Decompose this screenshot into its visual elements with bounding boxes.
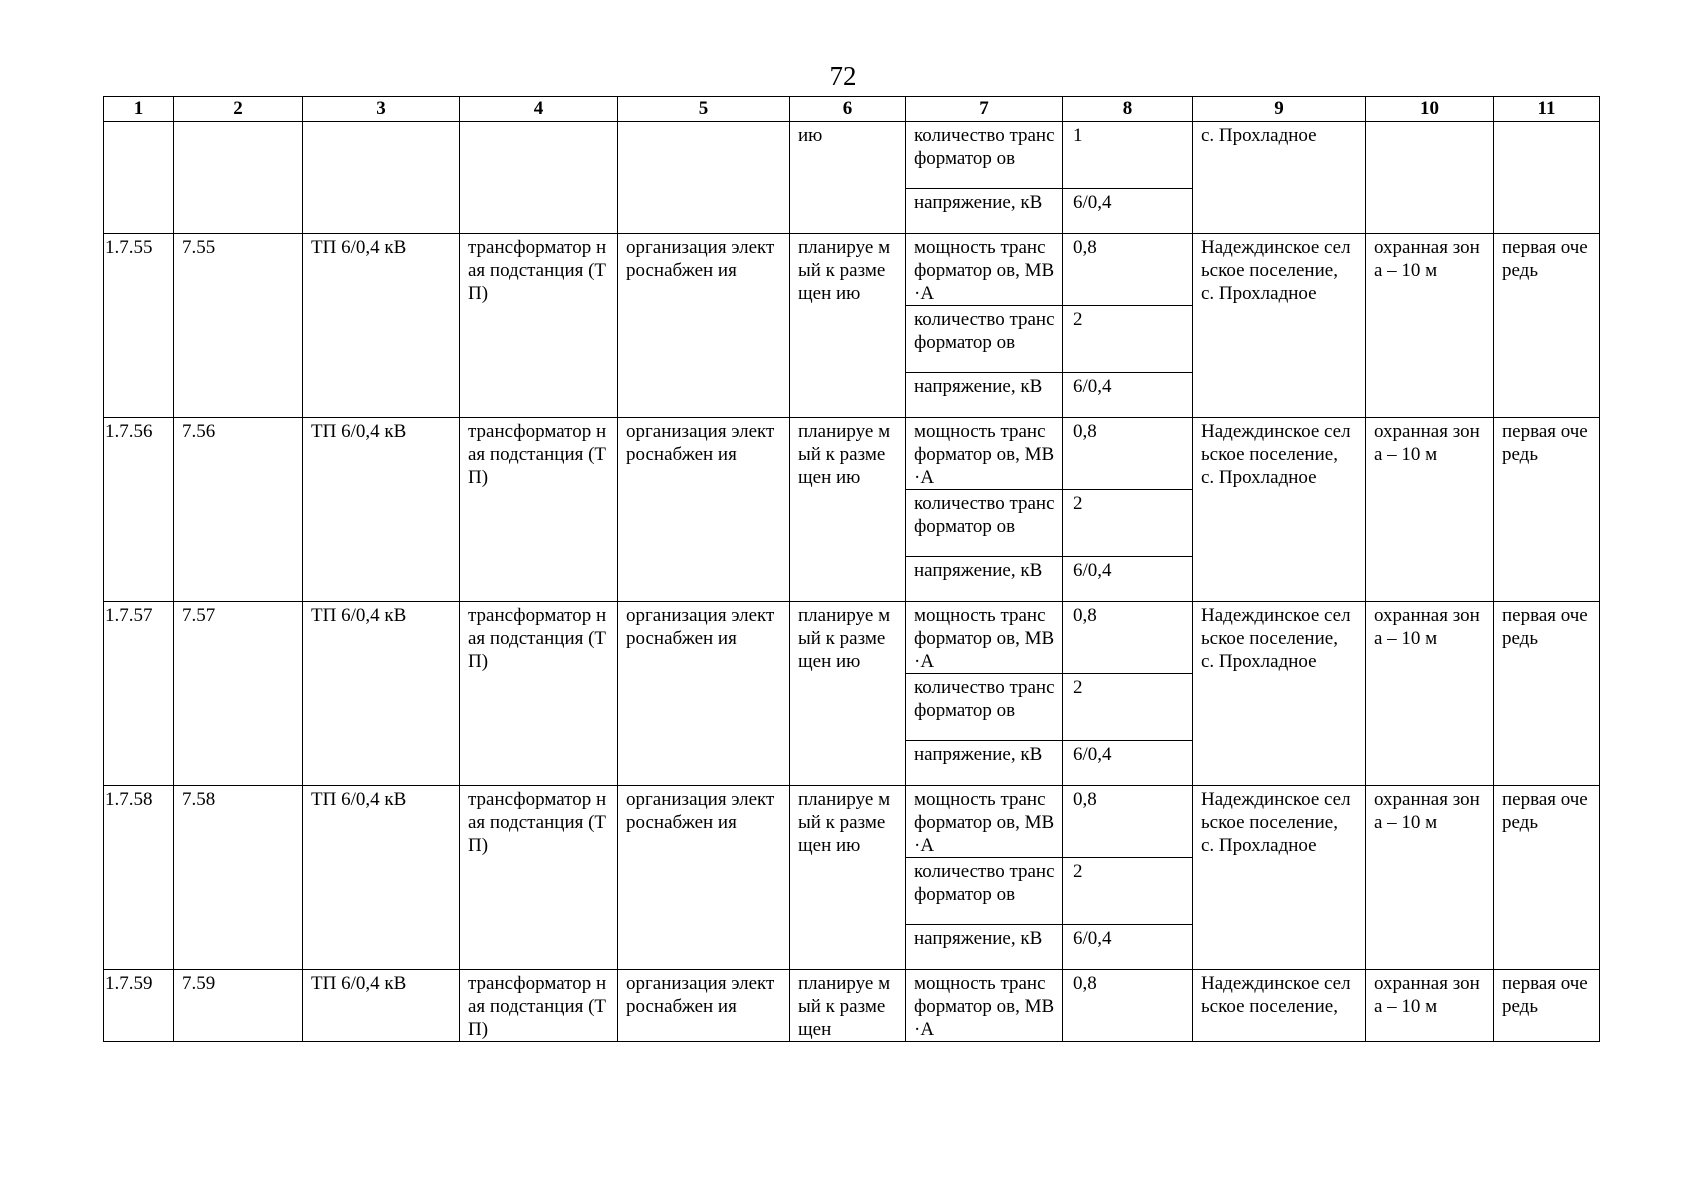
param-value: 0,8 <box>1063 970 1193 1042</box>
table-row <box>104 786 1600 858</box>
param-value: 2 <box>1063 858 1193 925</box>
location-cell: Надеждинское сельское поселение, <box>1193 970 1366 1042</box>
object-type: трансформатор ная подстанция (ТП) <box>460 970 618 1042</box>
param-value: 6/0,4 <box>1063 189 1193 234</box>
row-number: 1.7.57 <box>104 602 174 786</box>
param-label: мощность трансформатор ов, МВ·А <box>906 418 1063 490</box>
object-name: ТП 6/0,4 кВ <box>303 970 460 1042</box>
object-number: 7.58 <box>174 786 303 970</box>
param-label: количество трансформатор ов <box>906 122 1063 189</box>
row-number: 1.7.55 <box>104 234 174 418</box>
col-header: 6 <box>790 97 906 122</box>
param-label: количество трансформатор ов <box>906 858 1063 925</box>
param-value: 6/0,4 <box>1063 373 1193 418</box>
object-purpose: организация электроснабжен ия <box>618 418 790 602</box>
continuation-row <box>104 122 1600 189</box>
col-header: 5 <box>618 97 790 122</box>
cell <box>104 122 174 234</box>
header-row <box>104 97 1600 122</box>
cell <box>460 122 618 234</box>
location-cell: Надеждинское сельское поселение, с. Прохладное <box>1193 602 1366 786</box>
table-row <box>104 418 1600 490</box>
cell <box>1366 122 1494 234</box>
col-header: 8 <box>1063 97 1193 122</box>
row-number: 1.7.59 <box>104 970 174 1042</box>
phase-cell: первая очередь <box>1494 970 1600 1042</box>
row-number: 1.7.58 <box>104 786 174 970</box>
cell <box>618 122 790 234</box>
table-row <box>104 234 1600 306</box>
param-value: 6/0,4 <box>1063 557 1193 602</box>
location-cell: с. Прохладное <box>1193 122 1366 234</box>
location-cell: Надеждинское сельское поселение, с. Прохладное <box>1193 234 1366 418</box>
object-name: ТП 6/0,4 кВ <box>303 602 460 786</box>
cell <box>174 122 303 234</box>
param-value: 2 <box>1063 674 1193 741</box>
param-value: 0,8 <box>1063 602 1193 674</box>
param-value: 6/0,4 <box>1063 741 1193 786</box>
status-cell: планируе мый к размещен ию <box>790 602 906 786</box>
facilities-table <box>103 96 1600 1042</box>
zone-cell: охранная зона – 10 м <box>1366 234 1494 418</box>
zone-cell: охранная зона – 10 м <box>1366 418 1494 602</box>
cell <box>1494 122 1600 234</box>
param-value: 0,8 <box>1063 418 1193 490</box>
phase-cell: первая очередь <box>1494 234 1600 418</box>
param-label: мощность трансформатор ов, МВ·А <box>906 602 1063 674</box>
object-purpose: организация электроснабжен ия <box>618 786 790 970</box>
object-name: ТП 6/0,4 кВ <box>303 786 460 970</box>
object-purpose: организация электроснабжен ия <box>618 234 790 418</box>
object-number: 7.56 <box>174 418 303 602</box>
col-header: 11 <box>1494 97 1600 122</box>
param-value: 0,8 <box>1063 786 1193 858</box>
page-number: 72 <box>829 61 857 91</box>
object-name: ТП 6/0,4 кВ <box>303 234 460 418</box>
phase-cell: первая очередь <box>1494 418 1600 602</box>
param-label: напряжение, кВ <box>906 741 1063 786</box>
param-label: мощность трансформатор ов, МВ·А <box>906 970 1063 1042</box>
param-label: количество трансформатор ов <box>906 674 1063 741</box>
status-cell: планируе мый к размещен ию <box>790 786 906 970</box>
col-header: 9 <box>1193 97 1366 122</box>
status-cell: планируе мый к размещен <box>790 970 906 1042</box>
param-label: мощность трансформатор ов, МВ·А <box>906 234 1063 306</box>
object-number: 7.55 <box>174 234 303 418</box>
object-number: 7.59 <box>174 970 303 1042</box>
table-row <box>104 602 1600 674</box>
status-cell: планируе мый к размещен ию <box>790 234 906 418</box>
param-value: 2 <box>1063 490 1193 557</box>
col-header: 7 <box>906 97 1063 122</box>
status-cell: ию <box>790 122 906 234</box>
param-value: 2 <box>1063 306 1193 373</box>
cell <box>303 122 460 234</box>
location-cell: Надеждинское сельское поселение, с. Прохладное <box>1193 418 1366 602</box>
object-purpose: организация электроснабжен ия <box>618 970 790 1042</box>
row-number: 1.7.56 <box>104 418 174 602</box>
zone-cell: охранная зона – 10 м <box>1366 786 1494 970</box>
object-type: трансформатор ная подстанция (ТП) <box>460 234 618 418</box>
phase-cell: первая очередь <box>1494 602 1600 786</box>
object-type: трансформатор ная подстанция (ТП) <box>460 786 618 970</box>
col-header: 10 <box>1366 97 1494 122</box>
status-cell: планируе мый к размещен ию <box>790 418 906 602</box>
param-label: мощность трансформатор ов, МВ·А <box>906 786 1063 858</box>
param-label: напряжение, кВ <box>906 557 1063 602</box>
param-value: 6/0,4 <box>1063 925 1193 970</box>
zone-cell: охранная зона – 10 м <box>1366 970 1494 1042</box>
param-value: 0,8 <box>1063 234 1193 306</box>
col-header: 2 <box>174 97 303 122</box>
location-cell: Надеждинское сельское поселение, с. Прохладное <box>1193 786 1366 970</box>
phase-cell: первая очередь <box>1494 786 1600 970</box>
param-value: 1 <box>1063 122 1193 189</box>
param-label: напряжение, кВ <box>906 925 1063 970</box>
table-row <box>104 970 1600 1042</box>
object-purpose: организация электроснабжен ия <box>618 602 790 786</box>
object-type: трансформатор ная подстанция (ТП) <box>460 418 618 602</box>
object-type: трансформатор ная подстанция (ТП) <box>460 602 618 786</box>
col-header: 1 <box>104 97 174 122</box>
param-label: количество трансформатор ов <box>906 490 1063 557</box>
object-name: ТП 6/0,4 кВ <box>303 418 460 602</box>
object-number: 7.57 <box>174 602 303 786</box>
param-label: напряжение, кВ <box>906 373 1063 418</box>
param-label: количество трансформатор ов <box>906 306 1063 373</box>
param-label: напряжение, кВ <box>906 189 1063 234</box>
col-header: 4 <box>460 97 618 122</box>
zone-cell: охранная зона – 10 м <box>1366 602 1494 786</box>
col-header: 3 <box>303 97 460 122</box>
